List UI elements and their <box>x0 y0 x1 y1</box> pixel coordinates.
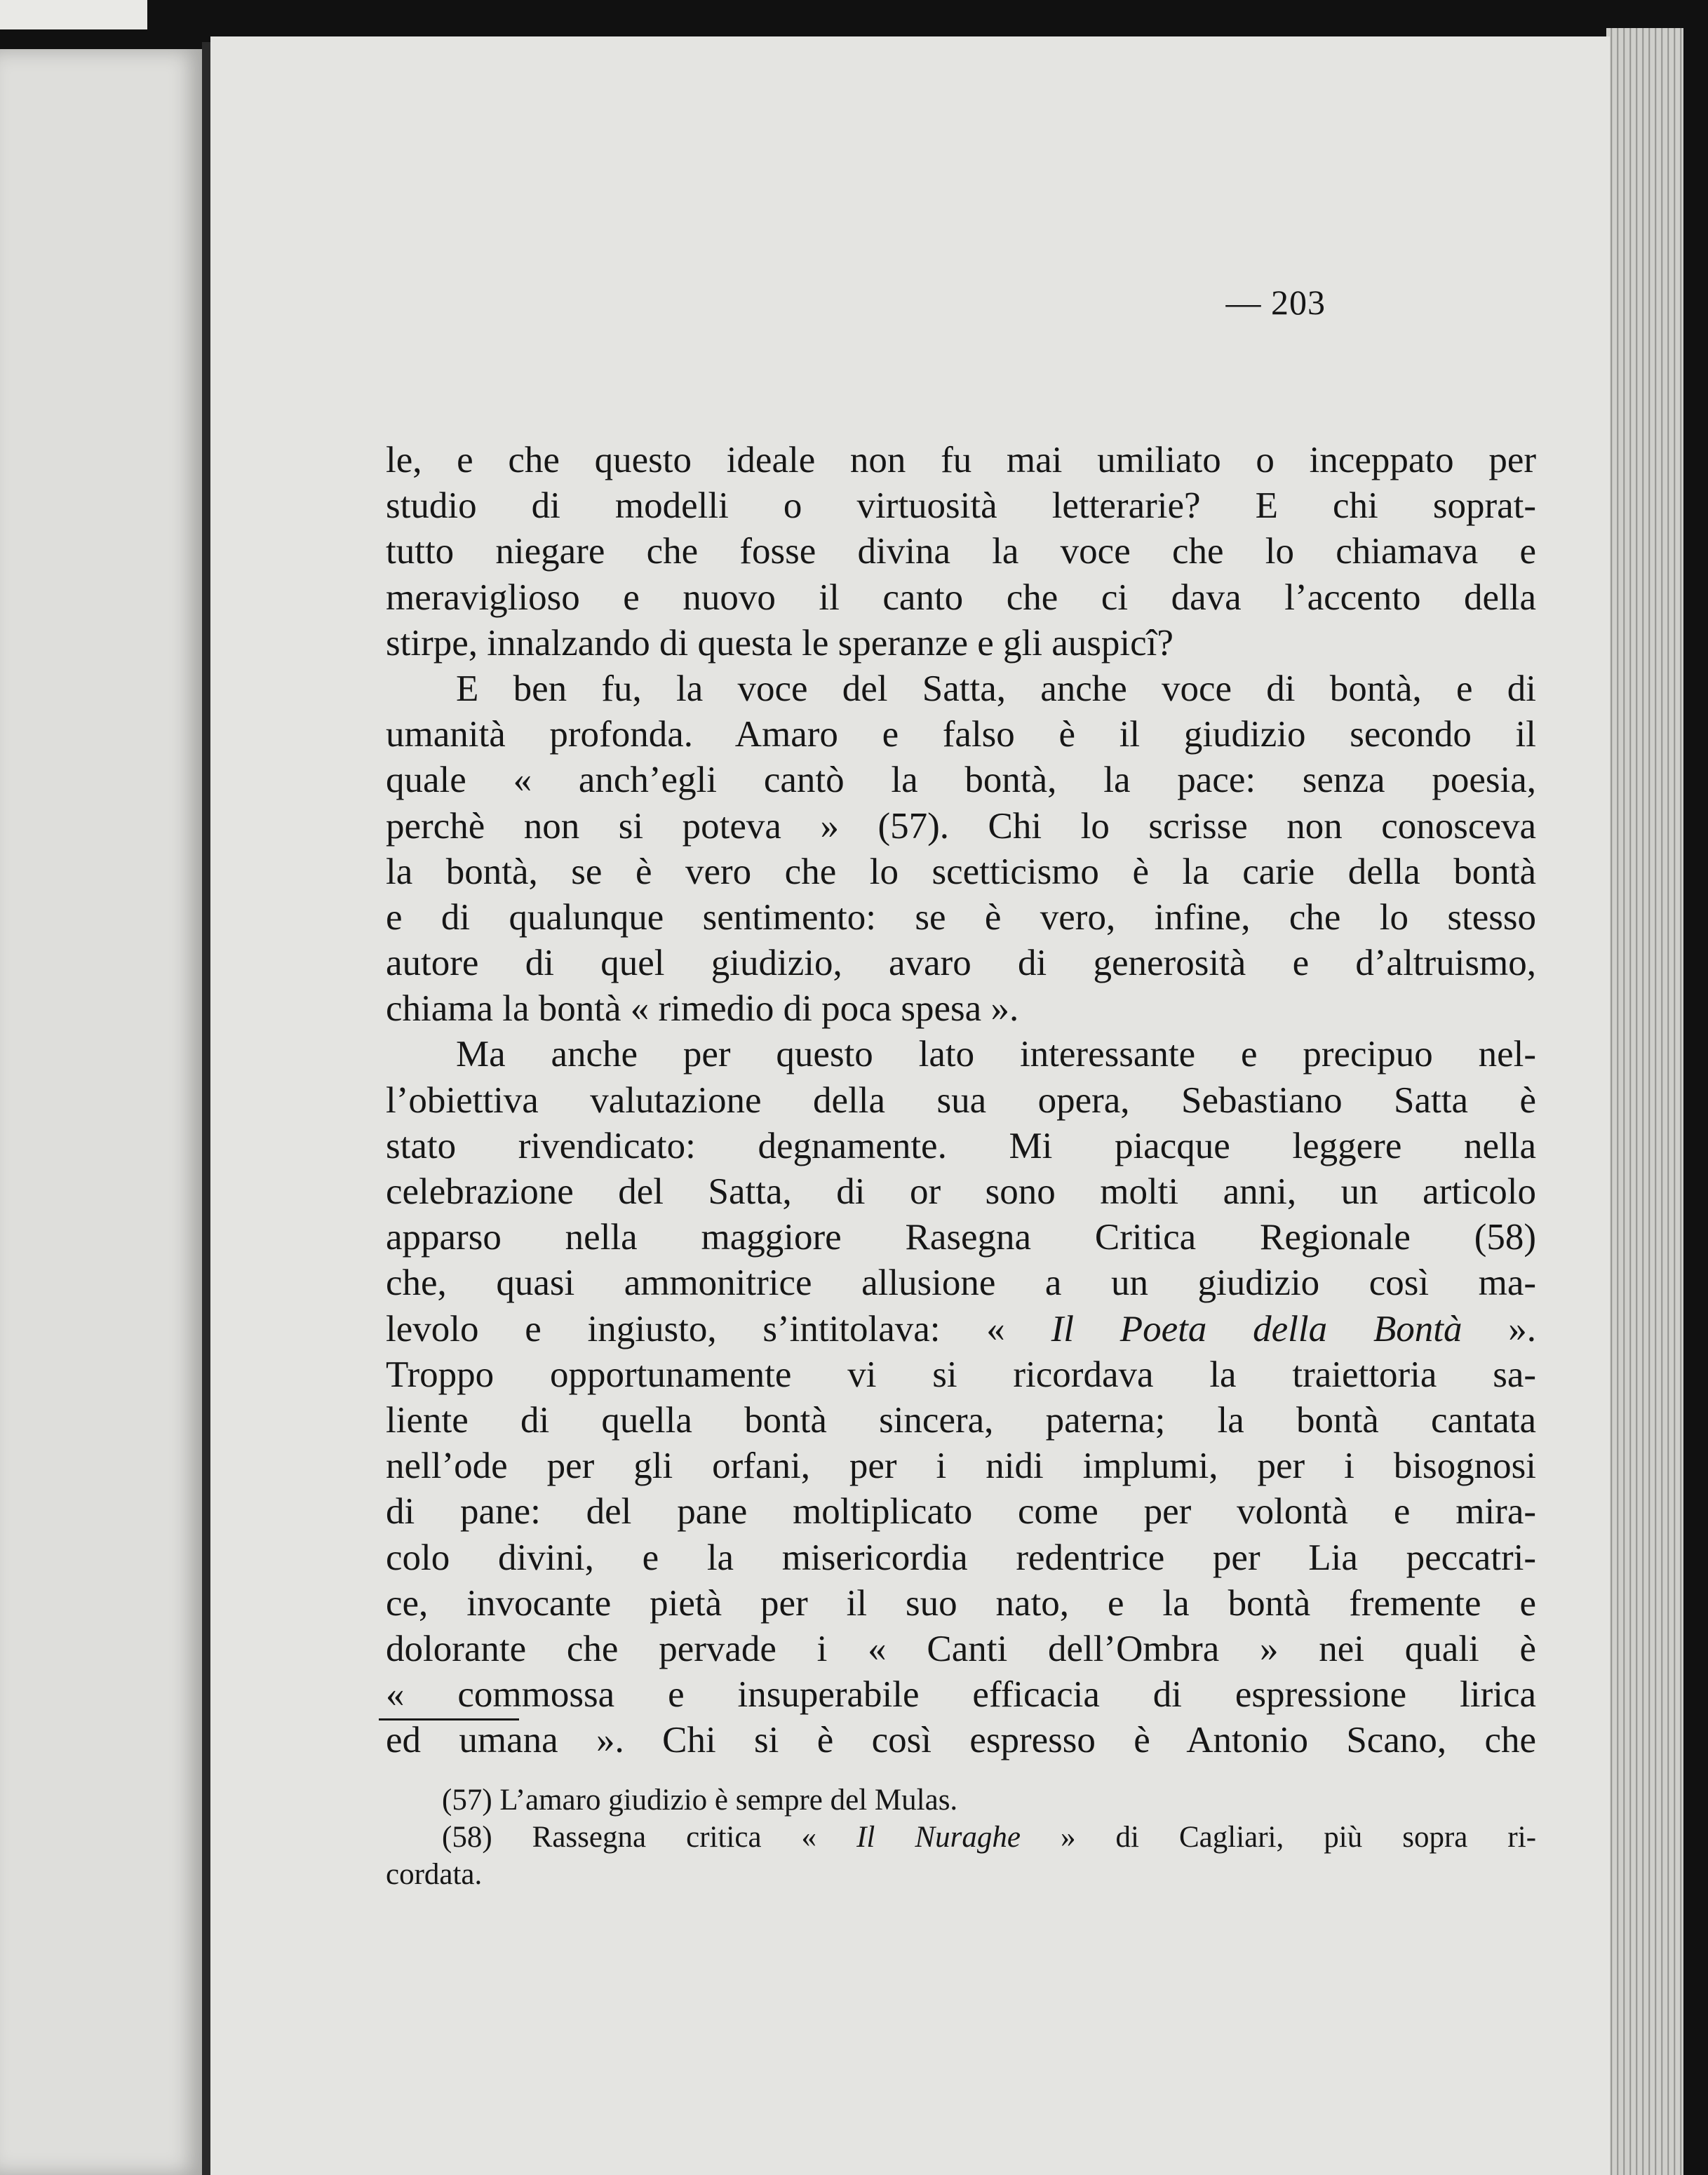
text-line: stirpe, innalzando di questa le speranze e gli auspicî? <box>386 622 1174 664</box>
left-page-blank <box>0 49 203 2175</box>
text-line: nell’ode per gli orfani, per i nidi implumi, per i bisognosi <box>386 1446 1536 1487</box>
page-number: — 203 <box>1225 283 1326 322</box>
text-line: chiama la bontà « rimedio di poca spesa ». <box>386 988 1019 1030</box>
text-line: Troppo opportunamente vi si ricordava la traiettoria sa- <box>386 1354 1536 1395</box>
text-line: l’obiettiva valutazione della sua opera, Sebastiano Satta è <box>386 1079 1536 1121</box>
text-line: celebrazione del Satta, di or sono molti anni, un articolo <box>386 1171 1536 1212</box>
text-line: « commossa e insuperabile efficacia di espressione lirica <box>386 1674 1536 1716</box>
right-page <box>210 36 1610 2175</box>
text-line: le, e che questo ideale non fu mai umiliato o inceppato per <box>386 440 1536 480</box>
text-line: Ma anche per questo lato interessante e precipuo nel- <box>456 1034 1536 1075</box>
text-line: meraviglioso e nuovo il canto che ci dava l’accento della <box>386 577 1536 618</box>
body-text <box>386 438 1536 1763</box>
text-line: perchè non si poteva » (57). Chi lo scrisse non conosceva <box>386 805 1536 847</box>
text-fragment: ». <box>1462 1308 1537 1349</box>
footnote-58 <box>386 1819 1536 1856</box>
italic-article-title: Il Poeta della Bontà <box>1051 1308 1462 1349</box>
text-line: che, quasi ammonitrice allusione a un giudizio così ma- <box>386 1262 1536 1304</box>
footnote-57: (57) L’amaro giudizio è sempre del Mulas. <box>442 1784 958 1817</box>
text-line: e di qualunque sentimento: se è vero, infine, che lo stesso <box>386 896 1536 938</box>
text-line: dolorante che pervade i « Canti dell’Ombra » nei quali è <box>386 1628 1536 1669</box>
text-line-with-title <box>386 1307 1536 1352</box>
footnotes <box>386 1782 1536 1893</box>
text-line: di pane: del pane moltiplicato come per volontà e mira- <box>386 1491 1536 1533</box>
footnote-58-continuation: cordata. <box>386 1858 483 1891</box>
text-line: quale « anch’egli cantò la bontà, la pace: senza poesia, <box>386 760 1536 801</box>
text-line: studio di modelli o virtuosità letterarie? E chi soprat- <box>386 485 1536 527</box>
page-edge-stack <box>1606 28 1683 2175</box>
text-line: ed umana ». Chi si è così espresso è Antonio Scano, che <box>386 1720 1536 1761</box>
text-line: umanità profonda. Amaro e falso è il giudizio secondo il <box>386 714 1536 755</box>
text-line: autore di quel giudizio, avaro di generosità e d’altruismo, <box>386 943 1536 984</box>
footnote-fragment: » di Cagliari, più sopra ri- <box>1060 1821 1537 1854</box>
footnote-italic-title: Il Nuraghe <box>856 1821 1021 1854</box>
text-fragment: levolo e ingiusto, s’intitolava: « <box>386 1308 1005 1349</box>
text-line: stato rivendicato: degnamente. Mi piacque leggere nella <box>386 1125 1536 1166</box>
footnote-separator <box>379 1718 519 1721</box>
footnote-fragment: (58) Rassegna critica « <box>442 1821 817 1854</box>
text-line: colo divini, e la misericordia redentrice per Lia peccatri- <box>386 1537 1536 1578</box>
text-line: E ben fu, la voce del Satta, anche voce di bontà, e di <box>456 668 1536 709</box>
text-line: apparso nella maggiore Rasegna Critica Regionale (58) <box>386 1217 1536 1258</box>
text-line: la bontà, se è vero che lo scetticismo è la carie della bontà <box>386 851 1536 892</box>
text-line: liente di quella bontà sincera, paterna; la bontà cantata <box>386 1399 1536 1441</box>
text-line: tutto niegare che fosse divina la voce che lo chiamava e <box>386 531 1536 572</box>
adjacent-leaf-edge <box>0 0 147 29</box>
text-line: ce, invocante pietà per il suo nato, e la bontà fremente e <box>386 1582 1536 1624</box>
